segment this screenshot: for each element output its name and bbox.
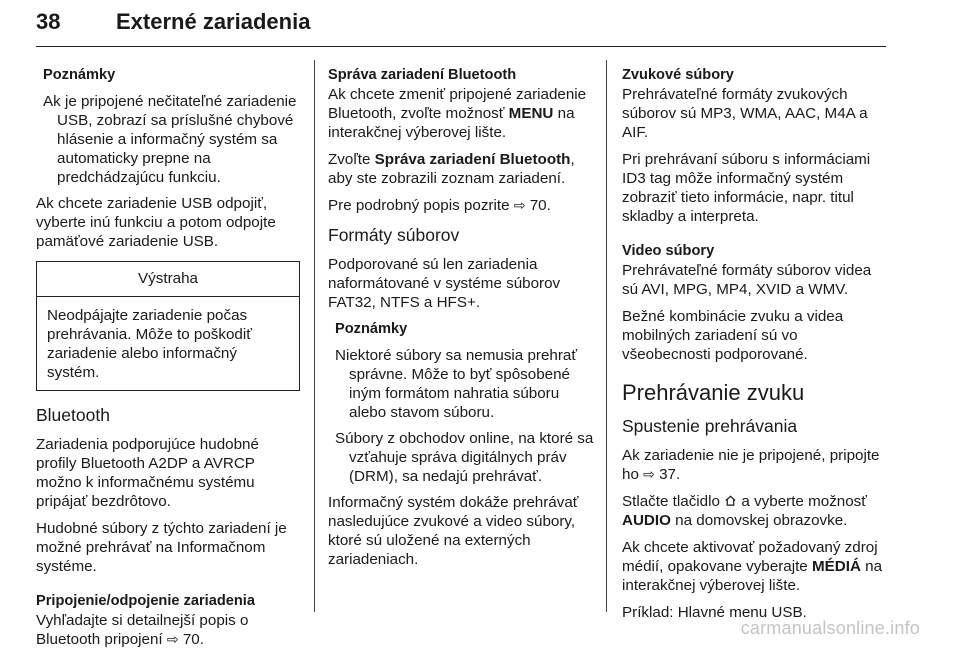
column-divider [314,60,315,612]
bluetooth-text-1: Zariadenia podporujúce hudobné profily Bluetooth A2DP a AVRCP možno k informačnému systému pripájať bezdrôtovo. [36,436,259,510]
audio-label: AUDIO [622,512,671,529]
file-formats-text-1: Podporované sú len zariadenia naformátované v systéme súborov FAT32, NTFS a HFS+. [328,256,561,311]
page-ref[interactable]: 37. [659,466,681,483]
start-playback-text-4: Príklad: Hlavné menu USB. [622,604,807,621]
audio-files-text-1: Prehrávateľné formáty zvukových súborov sú MP3, WMA, AAC, M4A a AIF. [622,86,868,141]
bt-management-text-3: Pre podrobný popis pozrite ⇨ 70. [328,197,551,214]
bt-management-heading: Správa zariadení Bluetooth [328,67,517,83]
start-playback-heading: Spustenie prehrávania [622,416,798,436]
bt-management-text-2: Zvoľte Správa zariadení Bluetooth, aby ste zobrazili zoznam zariadení. [328,151,575,187]
note-text-2: Súbory z obchodov online, na ktoré sa vzťahuje správa digitálnych práv (DRM), sa nedajú prehrávať. [335,430,594,485]
file-formats-text-2: Informačný systém dokáže prehrávať nasledujúce zvukové a video súbory, ktoré sú uložené na externých zariadeniach. [328,494,579,568]
column-3 [622,66,888,630]
column-1 [36,66,300,657]
connect-text: Vyhľadajte si detailnejší popis o Bluetooth pripojení ⇨ 70. [36,612,249,648]
usb-disconnect-text: Ak chcete zariadenie USB odpojiť, vyberte inú funkciu a potom odpojte pamäťové zariadenie USB. [36,195,276,250]
page-ref-arrow-icon: ⇨ [643,466,655,482]
connect-heading: Pripojenie/odpojenie zariadenia [36,593,255,609]
header-rule [36,46,886,47]
column-2 [328,66,598,577]
page-ref[interactable]: 70. [529,197,551,214]
page-number: 38 [36,9,61,34]
page-title: Externé zariadenia [116,9,311,34]
watermark: carmanualsonline.info [740,618,920,638]
start-playback-text-1: Ak zariadenie nie je pripojené, pripojte ho ⇨ 37. [622,447,880,483]
page-ref-arrow-icon: ⇨ [513,197,526,213]
column-divider [606,60,607,612]
bluetooth-heading: Bluetooth [36,405,110,425]
audio-files-text-2: Pri prehrávaní súboru s informáciami ID3 tag môže informačný systém zobraziť tieto informácie, napr. titul skladby a interpreta. [622,151,871,225]
video-files-text-2: Bežné kombinácie zvuku a videa mobilných zariadení sú vo všeobecnosti podporované. [622,308,844,363]
start-playback-text-3: Ak chcete aktivovať požadovaný zdroj médií, opakovane vyberajte MÉDIÁ na interakčnej výberovej lište. [622,539,883,594]
note-text-1: Niektoré súbory sa nemusia prehrať správne. Môže to byť spôsobené iným formátom nahratia súboru alebo stavom súboru. [335,347,578,421]
start-playback-text-2: Stlačte tlačidlo a vyberte možnosť AUDIO na domovskej obrazovke. [622,493,867,529]
video-files-text-1: Prehrávateľné formáty súborov videa sú AVI, MPG, MP4, XVID a WMV. [622,262,872,298]
page-ref-arrow-icon: ⇨ [166,631,179,647]
note-title: Poznámky [43,67,116,83]
note-title: Poznámky [335,321,408,337]
warning-title: Výstraha [37,262,299,297]
video-files-heading: Video súbory [622,243,715,259]
note-usb [43,66,300,187]
home-icon [724,494,737,507]
menu-label: MENU [508,105,554,122]
bt-management-text-1: Ak chcete zmeniť pripojené zariadenie Bluetooth, zvoľte možnosť MENU na interakčnej výberovej lište. [328,86,587,141]
file-formats-heading: Formáty súborov [328,225,460,245]
note-text: Ak je pripojené nečitateľné zariadenie USB, zobrazí sa príslušné chybové hlásenie a informačný systém sa automaticky prepne na predchádzajúcu funkciu. [43,93,297,186]
audio-playback-heading: Prehrávanie zvuku [622,380,805,405]
warning-text: Neodpájajte zariadenie počas prehrávania. Môže to poškodiť zariadenie alebo informačný systém. [47,307,252,381]
media-label: MÉDIÁ [811,558,861,575]
bluetooth-text-2: Hudobné súbory z týchto zariadení je možné prehrávať na Informačnom systéme. [36,520,287,575]
page-ref[interactable]: 70. [182,631,204,648]
note-files [335,320,598,486]
page-header [36,8,886,36]
audio-files-heading: Zvukové súbory [622,67,734,83]
warning-box [36,261,300,391]
